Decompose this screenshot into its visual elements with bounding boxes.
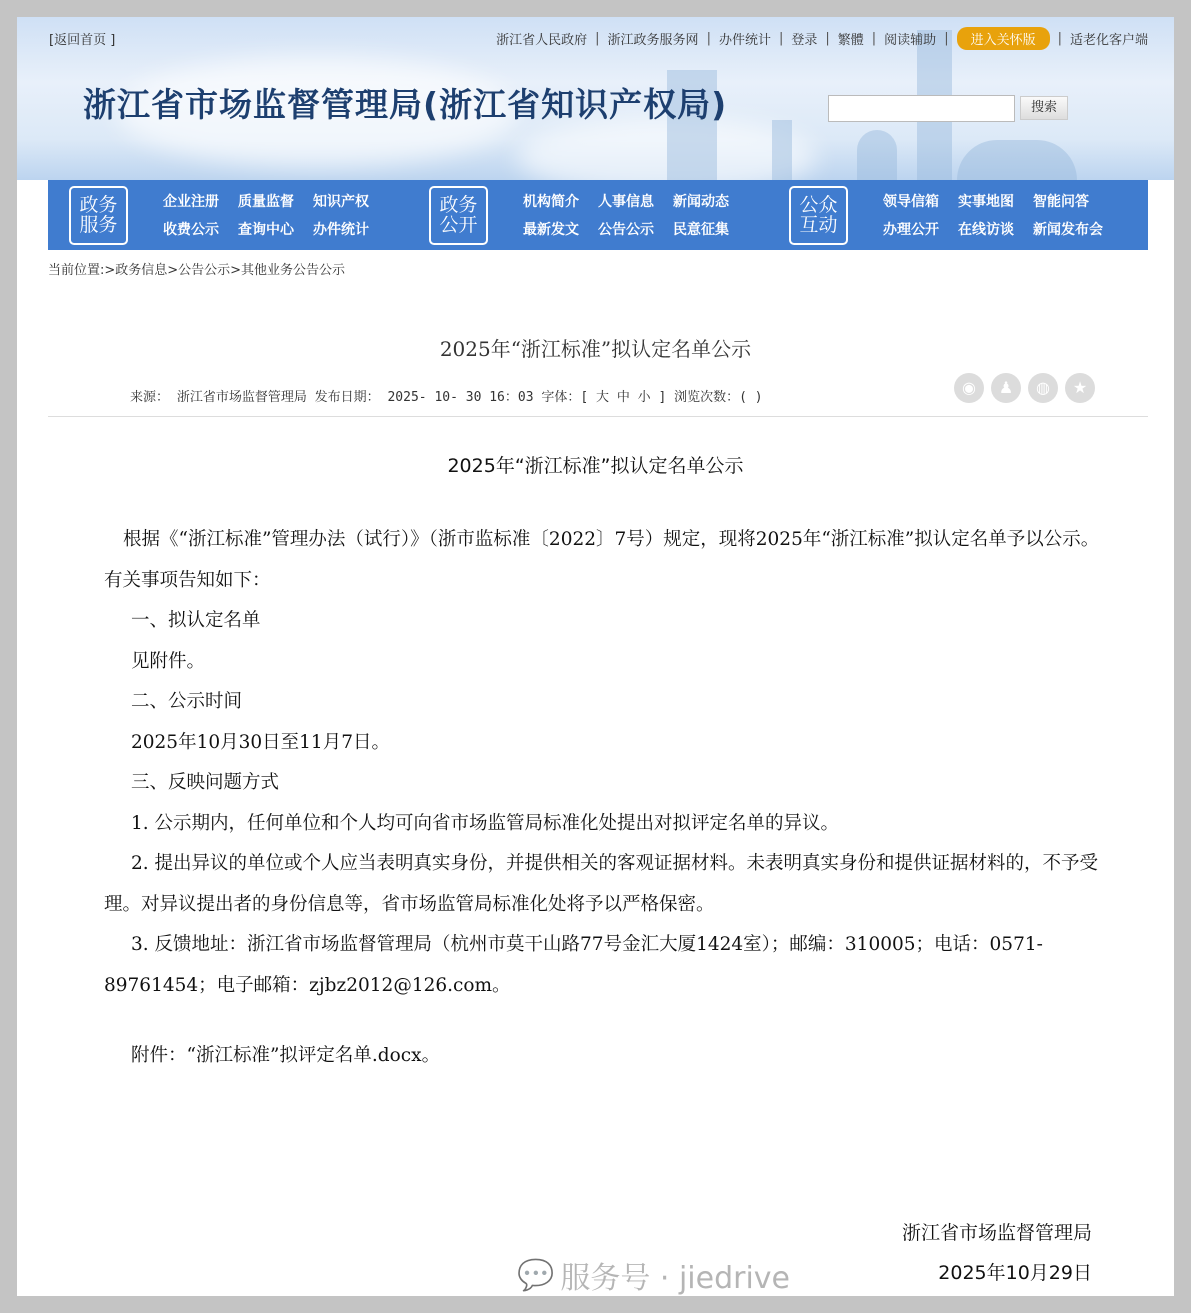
weibo-icon[interactable]: ◉ (954, 373, 984, 403)
article-meta: 来源： 浙江省市场监督管理局 发布日期： 2025- 10- 30 16：03 字体：[ 大 中 小 ] 浏览次数：( ) (130, 390, 763, 405)
back-home-link[interactable]: [返回首页 ] (49, 33, 116, 48)
paragraph: 根据《“浙江标准”管理办法（试行）》（浙市监标准〔2022〕7号）规定，现将2025年“浙江标准”拟认定名单予以公示。有关事项告知如下： (104, 529, 1100, 591)
site-title: 浙江省市场监督管理局(浙江省知识产权局) (83, 85, 728, 124)
nav-item[interactable]: 公告公示 (598, 222, 654, 238)
link-traditional[interactable]: 繁體 (837, 33, 864, 48)
nav-group-interaction (768, 180, 1128, 250)
badge-line: 政务 (439, 193, 478, 216)
page (17, 17, 1174, 1296)
article-title: 2025年“浙江标准”拟认定名单公示 (439, 337, 752, 361)
nav-badge[interactable] (69, 186, 128, 245)
link-login[interactable]: 登录 (791, 33, 818, 48)
paragraph: 一、拟认定名单 (131, 610, 261, 631)
paragraph: 三、反映问题方式 (131, 772, 280, 793)
search-button[interactable]: 搜索 (1020, 96, 1068, 120)
watermark-text: 服务号 · jiedrive (560, 1261, 791, 1296)
content-title: 2025年“浙江标准”拟认定名单公示 (447, 455, 744, 477)
paragraph: 2. 提出异议的单位或个人应当表明真实身份，并提供相关的客观证据材料。未表明真实身份和提供证据材料的，不予受理。对异议提出者的身份信息等，省市场监管局标准化处将予以严格保密。 (104, 853, 1099, 915)
nav-item[interactable]: 在线访谈 (958, 222, 1014, 238)
link-stats[interactable]: 办件统计 (718, 33, 771, 48)
nav-item[interactable]: 办件统计 (313, 222, 369, 238)
nav-item[interactable]: 领导信箱 (883, 194, 939, 210)
link-zj-service[interactable]: 浙江政务服务网 (607, 33, 699, 48)
nav-item[interactable]: 民意征集 (673, 222, 729, 238)
paragraph: 1. 公示期内，任何单位和个人均可向省市场监管局标准化处提出对拟评定名单的异议。 (131, 812, 840, 834)
nav-group-public (408, 180, 768, 250)
article-body (104, 520, 1104, 1077)
nav-item[interactable]: 机构简介 (523, 194, 579, 210)
header-banner (17, 17, 1174, 180)
badge-line: 互动 (799, 213, 838, 236)
nav-item[interactable]: 智能问答 (1033, 194, 1089, 210)
badge-line: 公开 (439, 213, 478, 236)
watermark (517, 1253, 790, 1296)
qq-icon[interactable]: ♟ (991, 373, 1021, 403)
nav-badge[interactable] (789, 186, 848, 245)
nav-item[interactable]: 新闻发布会 (1033, 222, 1103, 238)
nav-item[interactable]: 最新发文 (523, 222, 579, 238)
nav-item[interactable]: 人事信息 (598, 194, 654, 210)
nav-item[interactable]: 企业注册 (163, 194, 219, 210)
attachment-link[interactable]: 附件：“浙江标准”拟评定名单.docx。 (131, 1045, 441, 1066)
paragraph: 3. 反馈地址：浙江省市场监督管理局（杭州市莫干山路77号金汇大厦1424室）；邮编：310005；电话：0571-89761454；电子邮箱：zjbz2012@126.com。 (104, 934, 1043, 996)
breadcrumb[interactable]: 当前位置:>政务信息>公告公示>其他业务公告公示 (48, 263, 346, 278)
link-zj-gov[interactable]: 浙江省人民政府 (496, 33, 588, 48)
nav-item[interactable]: 新闻动态 (673, 194, 729, 210)
divider (48, 416, 1148, 417)
paragraph: 见附件。 (131, 650, 206, 672)
paragraph: 二、公示时间 (131, 691, 243, 712)
main-nav (48, 180, 1148, 250)
nav-item[interactable]: 办理公开 (883, 222, 939, 238)
nav-group-services (48, 180, 408, 250)
nav-item[interactable]: 质量监督 (238, 194, 294, 210)
nav-item[interactable]: 收费公示 (163, 222, 219, 238)
signature (902, 1213, 1092, 1293)
badge-line: 服务 (79, 213, 118, 236)
nav-badge[interactable] (429, 186, 488, 245)
elder-client-link[interactable]: 适老化客户端 (1069, 33, 1148, 48)
link-reading-aid[interactable]: 阅读辅助 (884, 33, 937, 48)
favorite-icon[interactable]: ★ (1065, 373, 1095, 403)
top-links: [返回首页 ] 浙江省人民政府 | 浙江政务服务网 | 办件统计 | 登录 | 繁體 | 阅读辅助 | 进入关怀版 | 适老化客户端 (49, 27, 1148, 50)
signature-org: 浙江省市场监督管理局 (901, 1222, 1092, 1244)
nav-item[interactable]: 查询中心 (238, 222, 294, 238)
nav-item[interactable]: 知识产权 (313, 194, 369, 210)
care-mode-button[interactable]: 进入关怀版 (957, 27, 1050, 50)
badge-line: 政务 (79, 193, 118, 216)
share-bar (954, 373, 1095, 403)
wechat-icon: 💬 (517, 1257, 555, 1293)
search-input[interactable] (828, 95, 1015, 122)
badge-line: 公众 (799, 193, 838, 216)
paragraph: 2025年10月30日至11月7日。 (131, 731, 390, 753)
nav-item[interactable]: 实事地图 (958, 194, 1014, 210)
wechat-icon[interactable]: ◍ (1028, 373, 1058, 403)
signature-date: 2025年10月29日 (938, 1262, 1092, 1284)
